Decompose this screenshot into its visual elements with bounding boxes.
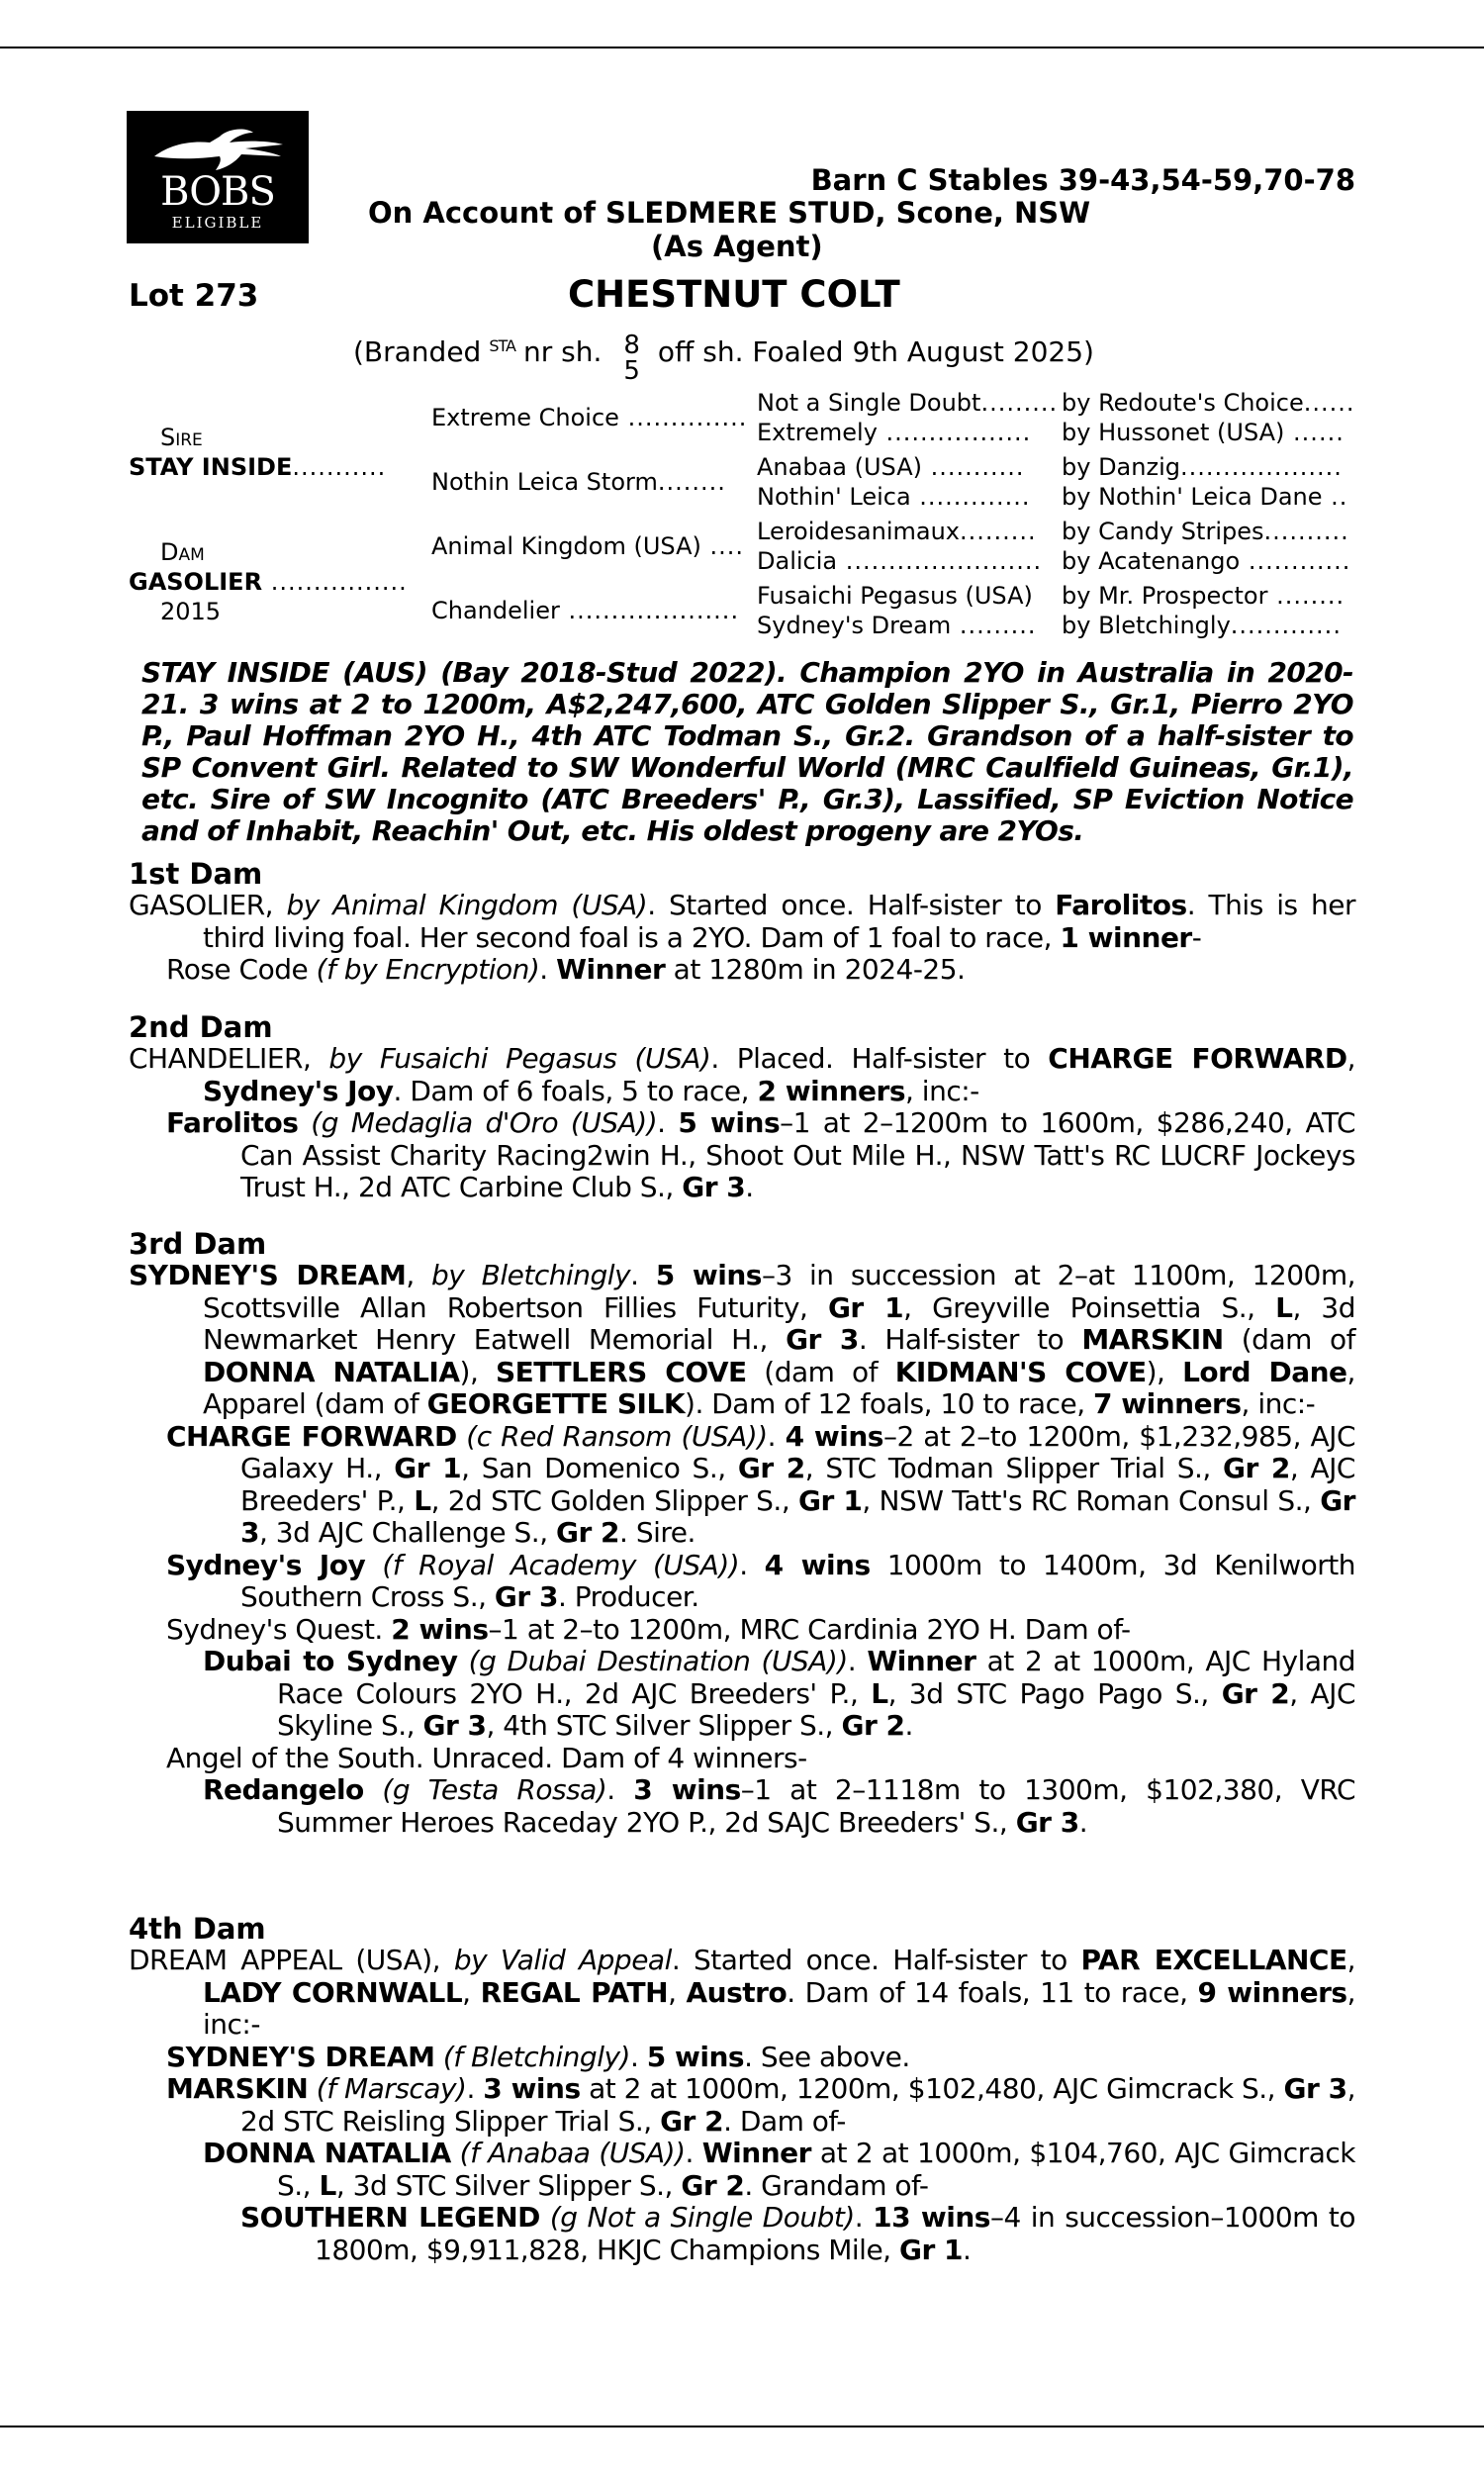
ggp-name: Extremely (757, 419, 878, 446)
first-dam-heading: 1st Dam (129, 857, 263, 891)
sire-note: STAY INSIDE (AUS) (Bay 2018-Stud 2022). Champion 2YO in Australia in 2020-21. 3 wins at 2 to 1200m, A$2,247,600, ATC Golden Slipper S., Gr.1, Pierro 2YO P., Paul Hoffman 2YO H., 4th ATC Todman S., Gr.2. Grandson of a half-sister to SP Convent Girl. Related to SW Wonderful World (MRC Caulfield Guineas, Gr.1), etc. Sire of SW Incognito (ATC Breeders' P., Gr.3), Lassified, SP Eviction Notice and of Inhabit, Reachin' Out, etc. His oldest progeny are 2YOs. (141, 656, 1353, 847)
ggp-name: Dalicia (757, 547, 838, 575)
ggp-by: by Nothin' Leica Dane (1062, 483, 1323, 511)
bobs-eligible-logo (127, 111, 309, 243)
ggp-name: Anabaa (USA) (757, 453, 923, 481)
ggp-name: Nothin' Leica (757, 483, 911, 511)
ggp-by: by Mr. Prospector (1062, 582, 1268, 610)
dam-name: GASOLIER (129, 568, 263, 596)
ggp-name: Leroidesanimaux (757, 518, 960, 545)
barn-location: Barn C Stables 39-43,54-59,70-78 (810, 163, 1355, 197)
horse-head-icon (150, 123, 285, 174)
grandsire: Extreme Choice (431, 404, 619, 431)
ggp-name: Sydney's Dream (757, 612, 952, 639)
damsire: Animal Kingdom (USA) (431, 532, 701, 560)
brand-number: 8 5 (623, 331, 640, 386)
brand-mark: STA (489, 336, 515, 355)
granddam-sire-side: Nothin Leica Storm (431, 468, 658, 496)
ggp-name: Fusaichi Pegasus (USA) (757, 582, 1033, 610)
sire-name: STAY INSIDE (129, 453, 293, 481)
vendor-agent-note: (As Agent) (651, 230, 823, 263)
sire-label: Sire (160, 424, 203, 451)
top-rule (0, 47, 1484, 48)
granddam-dam-side: Chandelier (431, 597, 560, 624)
second-dam-text: CHANDELIER, by Fusaichi Pegasus (USA). Placed. Half-sister to CHARGE FORWARD, Sydney's Joy. Dam of 6 foals, 5 to race, 2 winners, inc:- Farolitos (g Medaglia d'Oro (USA)). 5 wins–1 at 2–1200m to 1600m, $286,240, ATC Can Assist Charity Racing2win H., Shoot Out Mile H., NSW Tatt's RC LUCRF Jockeys Trust H., 2d ATC Carbine Club S., Gr 3. (129, 1042, 1355, 1203)
colour-sex-title: CHESTNUT COLT (568, 273, 900, 316)
bottom-rule (0, 2426, 1484, 2427)
ggp-by: by Acatenango (1062, 547, 1241, 575)
dam-label: Dam (160, 538, 205, 566)
fourth-dam-text: DREAM APPEAL (USA), by Valid Appeal. Started once. Half-sister to PAR EXCELLANCE, LADY CORNWALL, REGAL PATH, Austro. Dam of 14 foals, 11 to race, 9 winners, inc:- SYDNEY'S DREAM (f Bletchingly). 5 wins. See above. MARSKIN (f Marscay). 3 wins at 2 at 1000m, 1200m, $102,480, AJC Gimcrack S., Gr 3, 2d STC Reisling Slipper Trial S., Gr 2. Dam of- DONNA NATALIA (f Anabaa (USA)). Winner at 2 at 1000m, $104,760, AJC Gimcrack S., L, 3d STC Silver Slipper S., Gr 2. Grandam of- SOUTHERN LEGEND (g Not a Single Doubt). 13 wins–4 in succession–1000m to 1800m, $9,911,828, HKJC Champions Mile, Gr 1. (129, 1944, 1356, 2266)
logo-title: BOBS (160, 169, 275, 215)
third-dam-text: SYDNEY'S DREAM, by Bletchingly. 5 wins–3 in succession at 2–at 1100m, 1200m, Scottsville Allan Robertson Fillies Futurity, Gr 1, Greyville Poinsettia S., L, 3d Newmarket Henry Eatwell Memorial H., Gr 3. Half-sister to MARSKIN (dam of DONNA NATALIA), SETTLERS COVE (dam of KIDMAN'S COVE), Lord Dane, Apparel (dam of GEORGETTE SILK). Dam of 12 foals, 10 to race, 7 winners, inc:- CHARGE FORWARD (c Red Ransom (USA)). 4 wins–2 at 2–to 1200m, $1,232,985, AJC Galaxy H., Gr 1, San Domenico S., Gr 2, STC Todman Slipper Trial S., Gr 2, AJC Breeders' P., L, 2d STC Golden Slipper S., Gr 1, NSW Tatt's RC Roman Consul S., Gr 3, 3d AJC Challenge S., Gr 2. Sire. Sydney's Joy (f Royal Academy (USA)). 4 wins 1000m to 1400m, 3d Kenilworth Southern Cross S., Gr 3. Producer. Sydney's Quest. 2 wins–1 at 2–to 1200m, MRC Cardinia 2YO H. Dam of- Dubai to Sydney (g Dubai Destination (USA)). Winner at 2 at 1000m, AJC Hyland Race Colours 2YO H., 2d AJC Breeders' P., L, 3d STC Pago Pago S., Gr 2, AJC Skyline S., Gr 3, 4th STC Silver Slipper S., Gr 2. Angel of the South. Unraced. Dam of 4 winners- Redangelo (g Testa Rossa). 3 wins–1 at 2–1118m to 1300m, $102,380, VRC Summer Heroes Raceday 2YO P., 2d SAJC Breeders' S., Gr 3. (129, 1259, 1356, 1839)
ggp-by: by Redoute's Choice (1062, 389, 1304, 417)
ggp-name: Not a Single Doubt (757, 389, 981, 417)
fourth-dam-heading: 4th Dam (129, 1912, 266, 1946)
ggp-by: by Bletchingly (1062, 612, 1231, 639)
first-dam-text: GASOLIER, by Animal Kingdom (USA). Started once. Half-sister to Farolitos. This is her third living foal. Her second foal is a 2YO. Dam of 1 foal to race, 1 winner- Rose Code (f by Encryption). Winner at 1280m in 2024-25. (129, 889, 1356, 986)
third-dam-heading: 3rd Dam (129, 1227, 267, 1261)
ggp-by: by Candy Stripes (1062, 518, 1264, 545)
ggp-by: by Danzig (1062, 453, 1180, 481)
second-dam-heading: 2nd Dam (129, 1010, 273, 1044)
vendor-account: On Account of SLEDMERE STUD, Scone, NSW (368, 196, 1091, 230)
lot-number: Lot 273 (129, 278, 259, 314)
logo-subtitle: ELIGIBLE (171, 214, 264, 232)
brand-foaling-line: (Branded STA nr sh. 8 5 off sh. Foaled 9th August 2025) (353, 331, 1094, 386)
dam-foaled-year: 2015 (160, 598, 222, 625)
ggp-by: by Hussonet (USA) (1062, 419, 1285, 446)
